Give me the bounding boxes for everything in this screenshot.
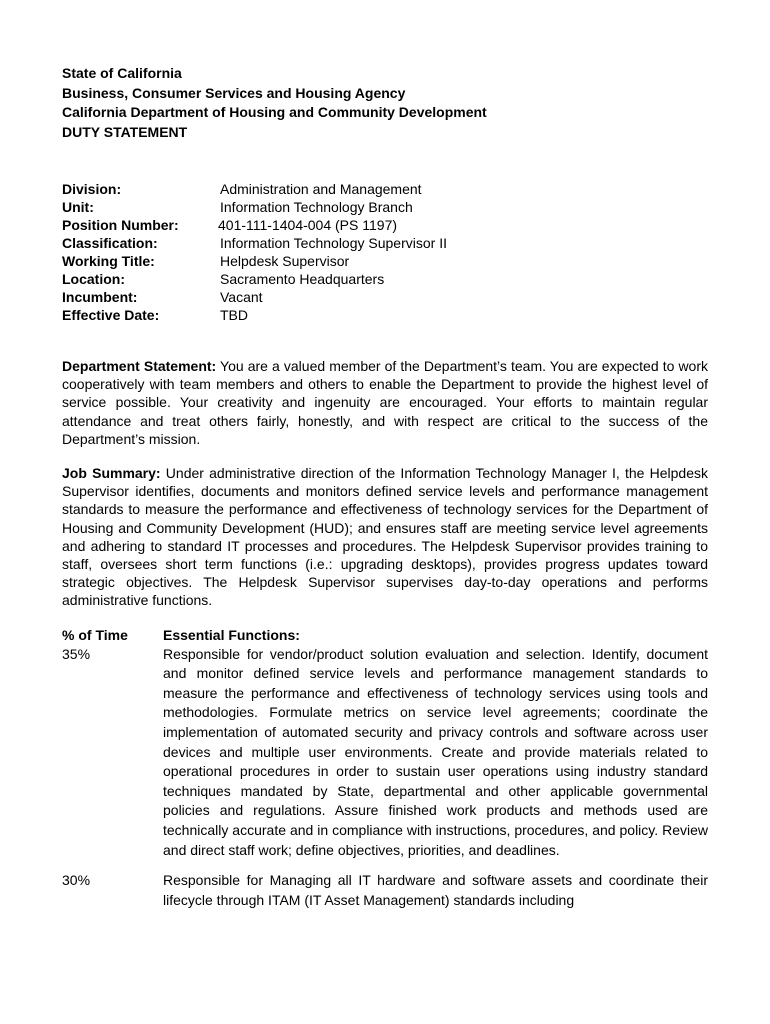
effective-date-value: TBD xyxy=(220,307,248,323)
function-description: Responsible for Managing all IT hardware and software assets and coordinate their lifecycle through ITAM (IT Asset Management) standards including xyxy=(163,872,708,908)
duty-statement-page xyxy=(62,64,708,910)
document-header xyxy=(62,64,708,142)
position-info-table xyxy=(62,180,708,324)
department-statement-text: You are a valued member of the Department’s team. You are expected to work cooperatively with team members and others to enable the Department to provide the highest level of service possible. Your creativity and ingenuity are encouraged. Your efforts to maintain regular attendance and treat others fairly, honestly, and with respect are critical to the success of the Department’s mission. xyxy=(62,358,709,447)
percent-time-header: % of Time xyxy=(62,626,128,643)
function-row xyxy=(62,871,708,910)
department-statement-heading: Department Statement: xyxy=(62,358,217,374)
function-percent: 35% xyxy=(62,645,91,662)
state-name: State of California xyxy=(62,65,182,81)
position-number-value: 401-111-1404-004 (PS 1197) xyxy=(218,217,398,233)
unit-value: Information Technology Branch xyxy=(220,199,413,215)
document-title: DUTY STATEMENT xyxy=(62,123,188,140)
working-title-value: Helpdesk Supervisor xyxy=(220,253,350,269)
functions-header-row xyxy=(62,626,708,645)
location-label: Location: xyxy=(62,271,125,287)
effective-date-label: Effective Date: xyxy=(62,307,160,323)
job-summary xyxy=(62,464,708,610)
position-number-label: Position Number: xyxy=(62,217,179,233)
department-name: California Department of Housing and Community Development xyxy=(62,104,487,120)
job-summary-heading: Job Summary: xyxy=(62,465,161,482)
division-label: Division: xyxy=(62,181,122,197)
function-percent: 30% xyxy=(62,872,91,889)
classification-label: Classification: xyxy=(62,235,158,251)
agency-name: Business, Consumer Services and Housing Agency xyxy=(62,84,406,101)
division-value: Administration and Management xyxy=(220,181,422,197)
classification-value: Information Technology Supervisor II xyxy=(220,235,447,251)
function-description: Responsible for vendor/product solution evaluation and selection. Identify, document and monitor defined service levels and performance management standards to measure the performance and effectiveness of technology services using tools and methodologies. Formulate metrics on service level agreements; coordinate the implementation of automated security and privacy controls and software across user devices and multiple user environments. Create and provide materials related to operational procedures in order to sustain user operations using industry standard techniques mandated by State, departmental and other applicable governmental policies and regulations. Assure finished work products and methods used are technically accurate and in compliance with instructions, procedures, and policy. Review and direct staff work; define objectives, priorities, and deadlines. xyxy=(163,645,708,858)
function-row xyxy=(62,645,708,861)
essential-functions xyxy=(62,626,708,911)
location-value: Sacramento Headquarters xyxy=(220,271,385,287)
job-summary-text: Under administrative direction of the Information Technology Manager I, the Helpdesk Supervisor identifies, documents and monitors defined service levels and performance management standards to measure the performance and effectiveness of technology services for the Department of Housing and Community Development (HUD); and ensures staff are meeting service level agreements and adhering to standard IT processes and procedures. The Helpdesk Supervisor provides training to staff, oversees short term functions (i.e.: upgrading desktops), provides progress updates toward strategic objectives. The Helpdesk Supervisor supervises day-to-day operations and performs administrative functions. xyxy=(62,465,708,609)
unit-label: Unit: xyxy=(62,199,94,215)
incumbent-value: Vacant xyxy=(220,289,263,305)
working-title-label: Working Title: xyxy=(62,253,155,269)
incumbent-label: Incumbent: xyxy=(62,289,138,305)
department-statement xyxy=(62,357,708,448)
essential-functions-header: Essential Functions: xyxy=(163,626,300,643)
